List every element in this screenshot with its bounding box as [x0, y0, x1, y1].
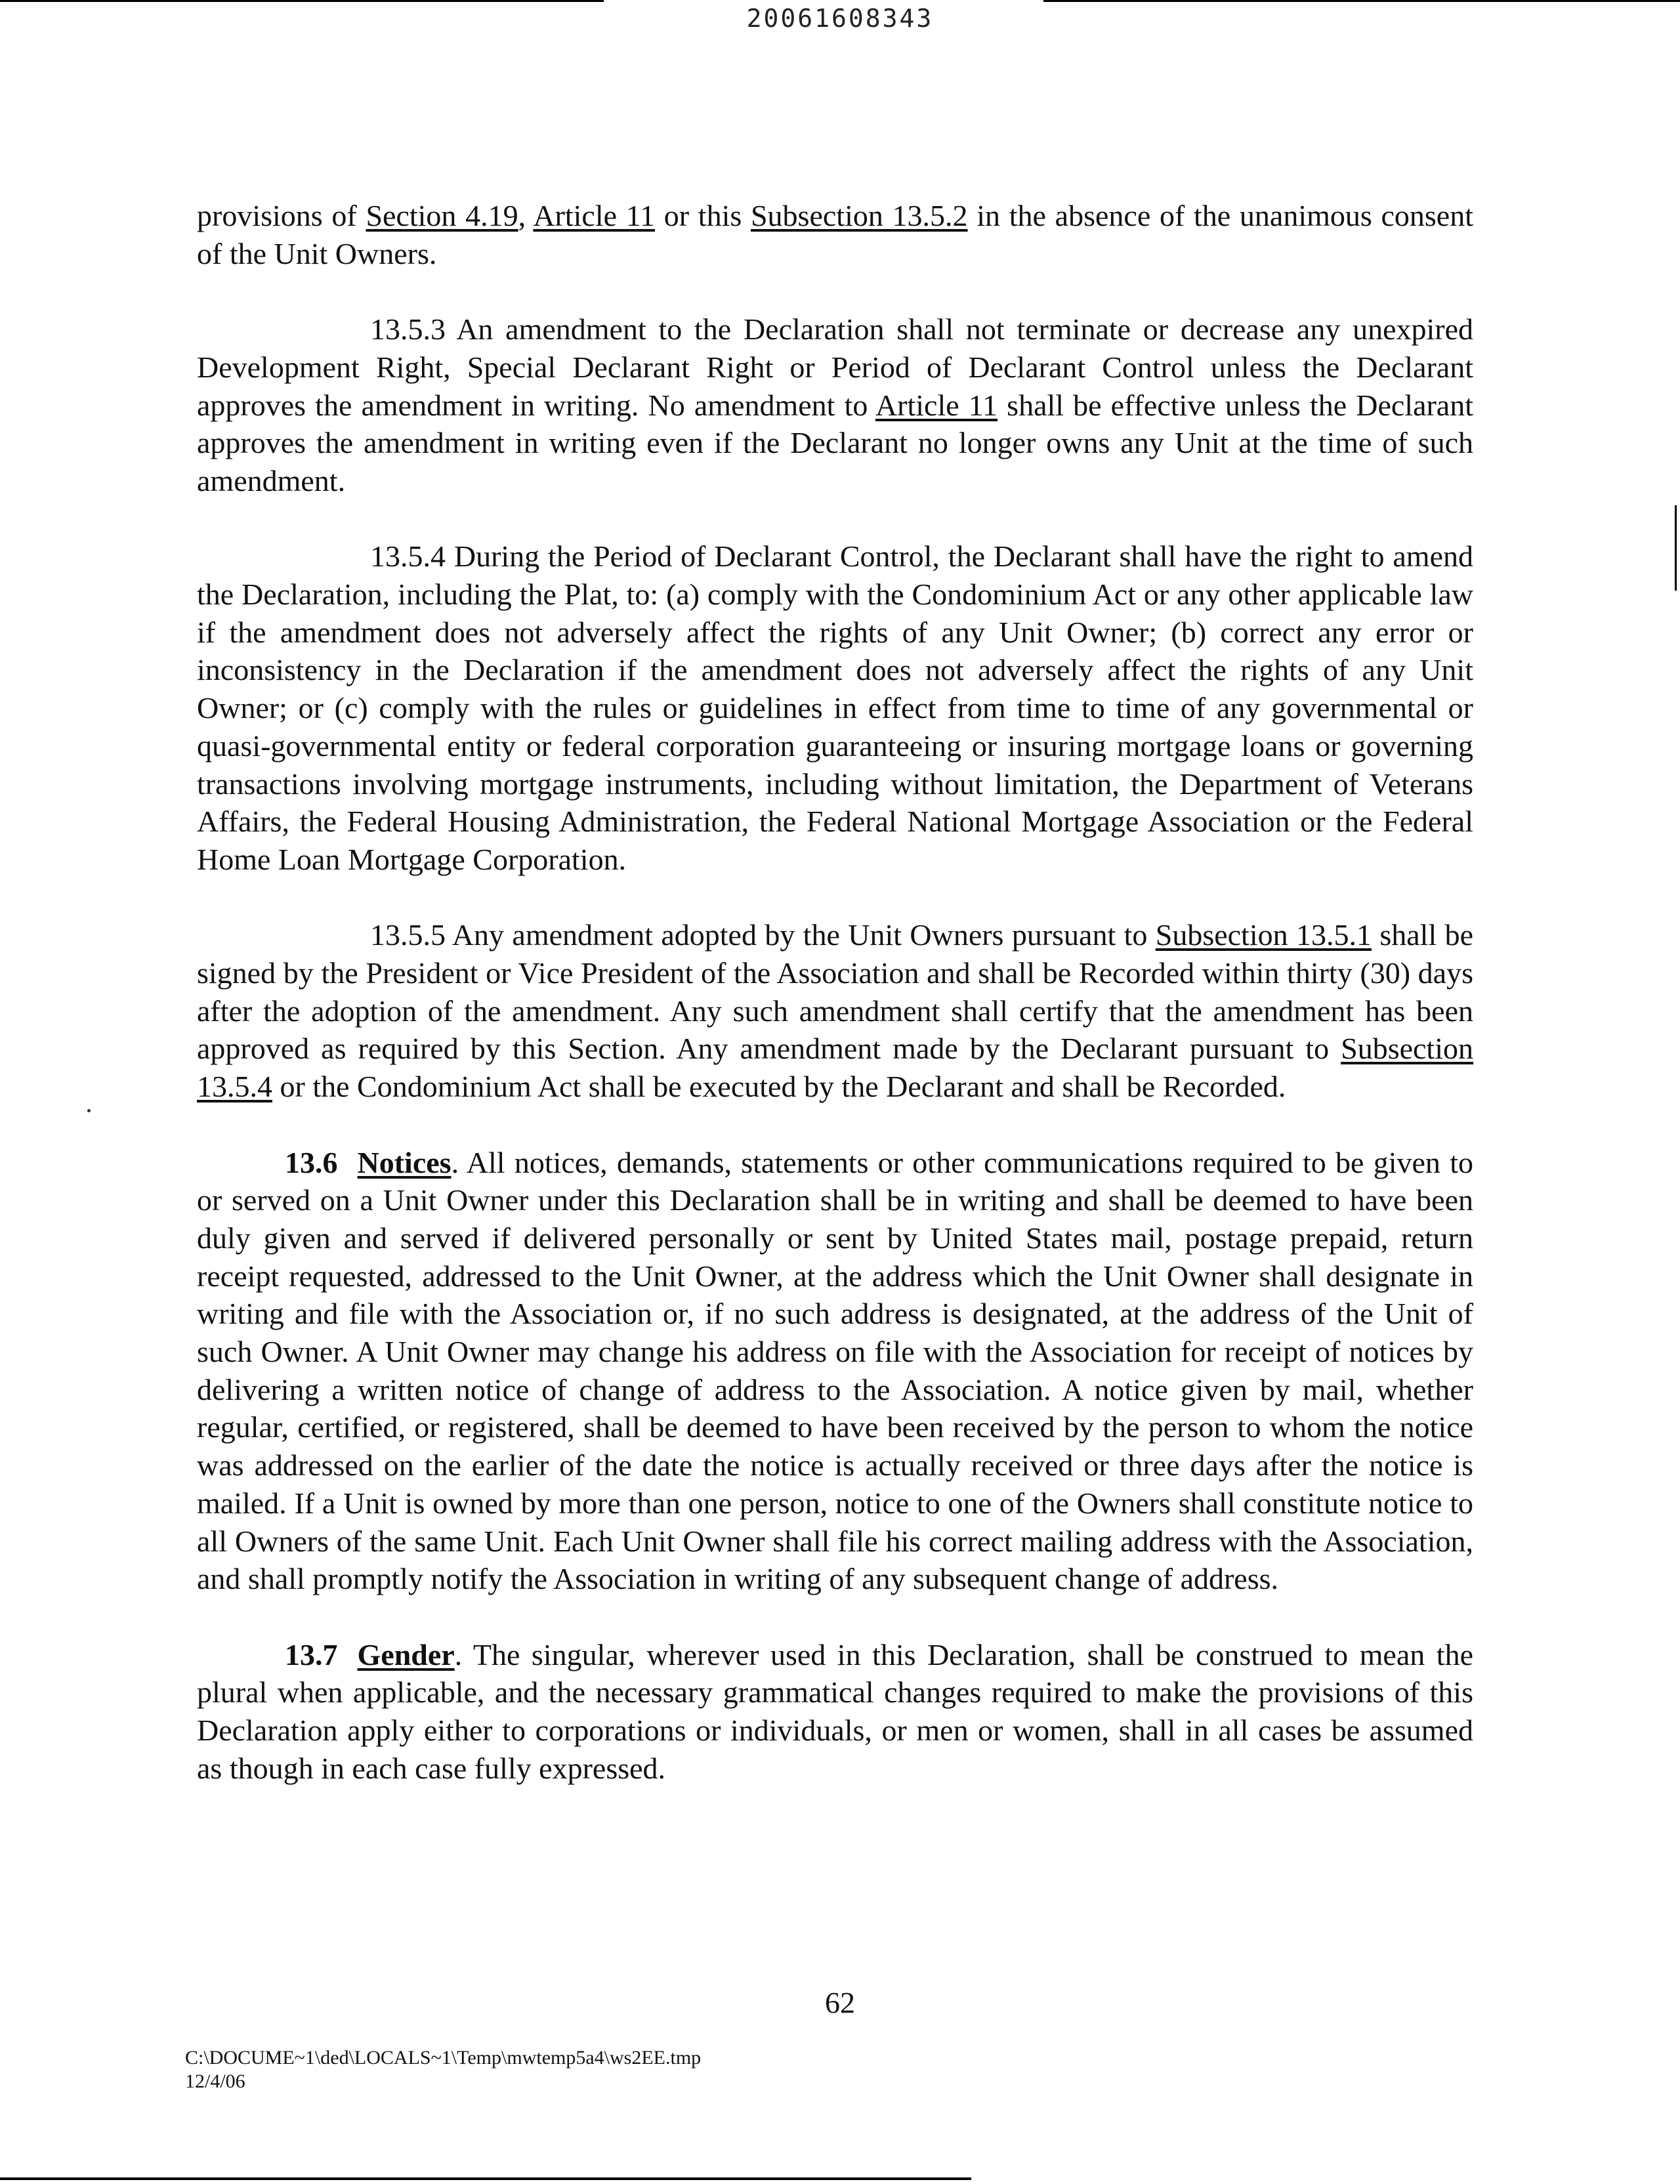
section-number: 13.7 — [285, 1637, 338, 1671]
page-body — [197, 197, 1473, 1825]
paragraph-text: , — [518, 199, 534, 232]
page-number: 62 — [825, 1986, 855, 2019]
paragraph-text: 13.5.4 During the Period of Declarant Control, the Declarant shall have the right to amend the Declaration, including the Plat, to: (a) comply with the Condominium Act or any other applicable law if the amendment does not adversely affect the rights of any Unit Owner; (b) correct any error or inconsistency in the Declaration if the amendment does not adversely affect the rights of any Unit Owner; or (c) comply with the rules or guidelines in effect from time to time of any governmental or quasi-governmental entity or federal corporation guaranteeing or insuring mortgage loans or governing transactions involving mortgage instruments, including without limitation, the Department of Veterans Affairs, the Federal Housing Administration, the Federal National Mortgage Association or the Federal Home Loan Mortgage Corporation. — [197, 539, 1473, 876]
paragraph-text: shall be effective unless the Declarant approves the amendment in writing even if the Declarant no longer owns any Unit at the time of such amendment. — [197, 388, 1474, 497]
section-heading-gender: Gender — [357, 1637, 455, 1671]
top-scan-rule-left — [0, 0, 604, 2]
paragraph-text: or this — [655, 199, 751, 232]
reference-article-11: Article 11 — [533, 199, 656, 232]
paragraph-13-5-3 — [197, 310, 1473, 500]
footer-file-path: C:\DOCUME~1\ded\LOCALS~1\Temp\mwtemp5a4\ws2EE.tmp — [185, 2047, 702, 2068]
reference-section-4-19: Section 4.19 — [366, 199, 518, 232]
footer-date: 12/4/06 — [185, 2070, 245, 2092]
paragraph-text: . The singular, wherever used in this Declaration, shall be construed to mean the plural when applicable, and the necessary grammatical changes required to make the provisions of this Declaration apply either to corporations or individuals, or men or women, shall in all cases be assumed as though in each case fully expressed. — [197, 1637, 1473, 1785]
paragraph-text: in the absence of the unanimous consent of the Unit Owners. — [197, 199, 1474, 270]
section-number: 13.6 — [285, 1145, 338, 1179]
paragraph-13-5-5 — [197, 916, 1473, 1106]
paragraph-text: 13.5.5 Any amendment adopted by the Unit Owners pursuant to — [370, 918, 1156, 952]
paragraph-continuation — [197, 197, 1473, 272]
document-number: 20061608343 — [746, 4, 934, 33]
paragraph-text: 13.5.3 An amendment to the Declaration shall not terminate or decrease any unexpired Development Right, Special Declarant Right or Period of Declarant Control unless the Declarant approves the amendment in writing. No amendment to — [197, 312, 1473, 422]
paragraph-text: provisions of — [197, 199, 366, 232]
section-heading-notices: Notices — [357, 1145, 452, 1179]
reference-subsection-13-5-4: Subsection 13.5.4 — [197, 1032, 1473, 1104]
paragraph-13-5-4 — [197, 537, 1473, 878]
scan-margin-mark — [1675, 505, 1677, 591]
reference-subsection-13-5-1: Subsection 13.5.1 — [1155, 918, 1372, 952]
reference-subsection-13-5-2: Subsection 13.5.2 — [750, 199, 968, 232]
reference-article-11: Article 11 — [875, 388, 998, 422]
section-13-6-notices — [197, 1144, 1473, 1598]
paragraph-text: . All notices, demands, statements or other communications required to be given to or served on a Unit Owner under this Declaration shall be in writing and shall be deemed to have been duly given and served if delivered personally or sent by United States mail, postage prepaid, return receipt requested, addressed to the Unit Owner, at the address which the Unit Owner shall designate in writing and file with the Association or, if no such address is designated, at the address of the Unit of such Owner. A Unit Owner may change his address on file with the Association for receipt of notices by delivering a written notice of change of address to the Association. A notice given by mail, whether regular, certified, or registered, shall be deemed to have been received by the person to whom the notice was addressed on the earlier of the date the notice is actually received or three days after the notice is mailed. If a Unit is owned by more than one person, notice to one of the Owners shall constitute notice to all Owners of the same Unit. Each Unit Owner shall file his correct mailing address with the Association, and shall promptly notify the Association in writing of any subsequent change of address. — [197, 1145, 1473, 1596]
paragraph-text: or the Condominium Act shall be executed by the Declarant and shall be Recorded. — [272, 1070, 1286, 1104]
bottom-scan-rule — [0, 2177, 971, 2180]
scan-speck — [87, 1109, 91, 1112]
top-scan-rule-right — [1043, 0, 1680, 2]
section-13-7-gender — [197, 1636, 1473, 1788]
paragraph-text: shall be signed by the President or Vice President of the Association and shall be Recorded within thirty (30) days after the adoption of the amendment. Any such amendment shall certify that the amendment has been approved as required by this Section. Any amendment made by the Declarant pursuant to — [197, 918, 1473, 1066]
